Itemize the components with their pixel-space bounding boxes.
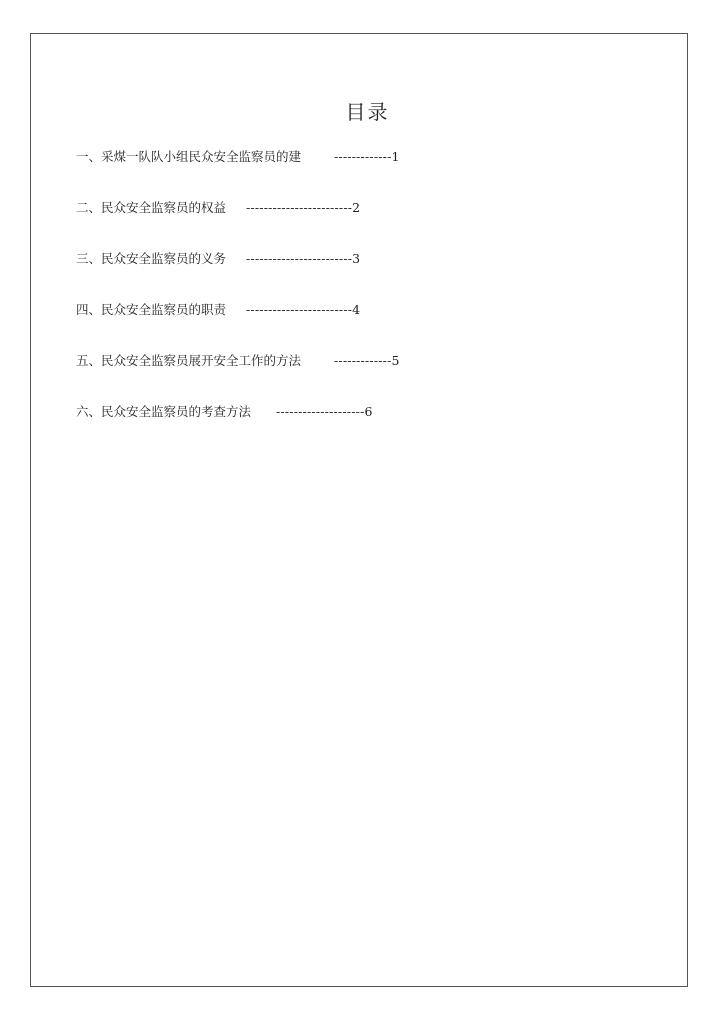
- toc-list: [76, 148, 400, 454]
- toc-entry-4[interactable]: [76, 301, 361, 352]
- toc-entry-label: 三、民众安全监察员的义务: [76, 251, 227, 266]
- toc-entry-leader: --------------------6: [276, 404, 373, 419]
- toc-entry-leader: -------------5: [334, 353, 400, 368]
- toc-entry-leader: ------------------------3: [246, 251, 361, 266]
- toc-entry-label: 一、采煤一队队小组民众安全监察员的建: [76, 149, 302, 164]
- toc-entry-6[interactable]: [76, 403, 373, 454]
- toc-entry-label: 二、民众安全监察员的权益: [76, 200, 227, 215]
- toc-entry-2[interactable]: [76, 199, 361, 250]
- toc-title: 目录: [345, 100, 390, 124]
- toc-entry-leader: -------------1: [334, 149, 400, 164]
- toc-entry-label: 四、民众安全监察员的职责: [76, 302, 227, 317]
- toc-entry-3[interactable]: [76, 250, 361, 301]
- toc-entry-label: 六、民众安全监察员的考查方法: [76, 404, 252, 419]
- toc-entry-1[interactable]: [76, 148, 400, 199]
- toc-entry-5[interactable]: [76, 352, 400, 403]
- toc-entry-leader: ------------------------4: [246, 302, 361, 317]
- toc-entry-leader: ------------------------2: [246, 200, 361, 215]
- toc-entry-label: 五、民众安全监察员展开安全工作的方法: [76, 353, 302, 368]
